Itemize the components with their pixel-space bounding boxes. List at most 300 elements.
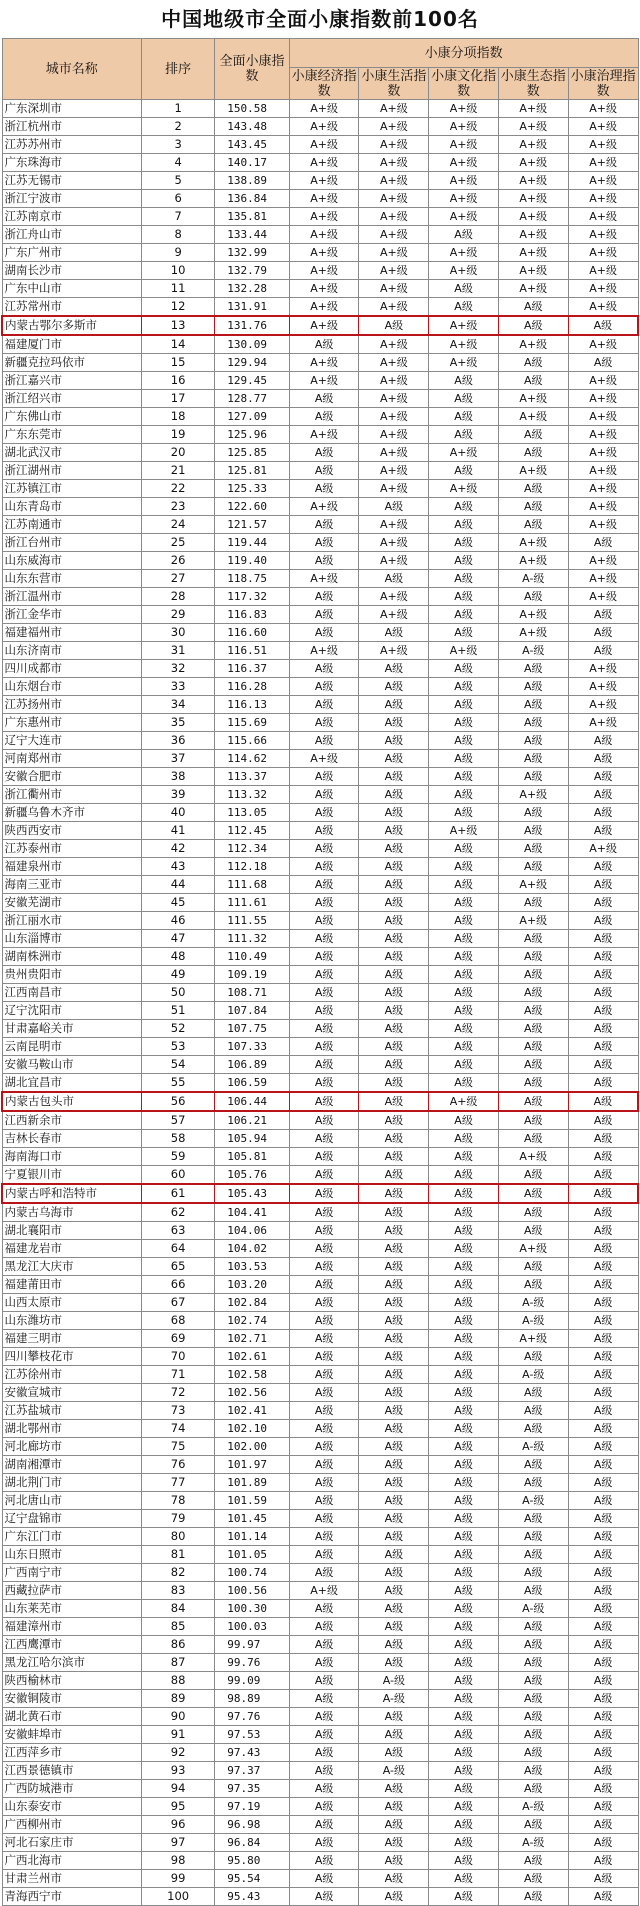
grade-cell: A级 <box>568 1618 638 1636</box>
grade-cell: A+级 <box>429 316 499 335</box>
grade-cell: A级 <box>498 516 568 534</box>
rank-cell: 95 <box>141 1798 214 1816</box>
grade-cell: A级 <box>289 1258 359 1276</box>
grade-cell: A级 <box>359 984 429 1002</box>
grade-cell: A级 <box>498 840 568 858</box>
table-row <box>2 894 638 912</box>
city-cell: 安徽宣城市 <box>2 1384 141 1402</box>
grade-cell: A级 <box>568 1111 638 1130</box>
grade-cell: A级 <box>359 1474 429 1492</box>
grade-cell: A级 <box>568 858 638 876</box>
grade-cell: A级 <box>359 1203 429 1222</box>
city-cell: 青海西宁市 <box>2 1888 141 1906</box>
grade-cell: A级 <box>359 966 429 984</box>
table-row <box>2 444 638 462</box>
grade-cell: A级 <box>289 1130 359 1148</box>
grade-cell: A级 <box>289 1528 359 1546</box>
grade-cell: A+级 <box>568 570 638 588</box>
table-row <box>2 1258 638 1276</box>
grade-cell: A级 <box>429 1474 499 1492</box>
grade-cell: A+级 <box>429 154 499 172</box>
score-cell: 127.09 <box>215 408 289 426</box>
grade-cell: A+级 <box>429 354 499 372</box>
grade-cell: A级 <box>359 1798 429 1816</box>
city-cell: 山东日照市 <box>2 1546 141 1564</box>
score-cell: 105.43 <box>215 1184 289 1203</box>
table-row <box>2 498 638 516</box>
score-cell: 97.37 <box>215 1762 289 1780</box>
grade-cell: A级 <box>498 1852 568 1870</box>
grade-cell: A+级 <box>498 462 568 480</box>
city-cell: 江西景德镇市 <box>2 1762 141 1780</box>
score-cell: 105.94 <box>215 1130 289 1148</box>
city-cell: 辽宁盘锦市 <box>2 1510 141 1528</box>
grade-cell: A级 <box>568 966 638 984</box>
table-row <box>2 1636 638 1654</box>
rank-cell: 12 <box>141 298 214 317</box>
rank-cell: 6 <box>141 190 214 208</box>
grade-cell: A级 <box>429 1762 499 1780</box>
grade-cell: A级 <box>568 1834 638 1852</box>
grade-cell: A级 <box>359 1618 429 1636</box>
grade-cell: A+级 <box>359 154 429 172</box>
header-city: 城市名称 <box>2 39 141 100</box>
grade-cell: A级 <box>498 1618 568 1636</box>
grade-cell: A级 <box>289 696 359 714</box>
grade-cell: A级 <box>429 1726 499 1744</box>
grade-cell: A级 <box>289 804 359 822</box>
table-row <box>2 172 638 190</box>
grade-cell: A级 <box>289 1276 359 1294</box>
city-cell: 山东泰安市 <box>2 1798 141 1816</box>
grade-cell: A+级 <box>568 172 638 190</box>
rank-cell: 13 <box>141 316 214 335</box>
grade-cell: A级 <box>289 1294 359 1312</box>
grade-cell: A级 <box>568 1092 638 1111</box>
score-cell: 97.76 <box>215 1708 289 1726</box>
grade-cell: A级 <box>568 1222 638 1240</box>
city-cell: 河北唐山市 <box>2 1492 141 1510</box>
city-cell: 贵州贵阳市 <box>2 966 141 984</box>
grade-cell: A级 <box>429 858 499 876</box>
score-cell: 135.81 <box>215 208 289 226</box>
table-row <box>2 552 638 570</box>
grade-cell: A级 <box>429 426 499 444</box>
grade-cell: A级 <box>498 678 568 696</box>
city-cell: 安徽合肥市 <box>2 768 141 786</box>
city-cell: 西藏拉萨市 <box>2 1582 141 1600</box>
grade-cell: A级 <box>359 1492 429 1510</box>
table-row <box>2 1888 638 1906</box>
grade-cell: A级 <box>429 768 499 786</box>
table-row <box>2 244 638 262</box>
grade-cell: A级 <box>498 1744 568 1762</box>
table-row <box>2 1038 638 1056</box>
grade-cell: A级 <box>359 1510 429 1528</box>
grade-cell: A级 <box>289 1222 359 1240</box>
city-cell: 福建莆田市 <box>2 1276 141 1294</box>
rank-cell: 74 <box>141 1420 214 1438</box>
city-cell: 甘肃兰州市 <box>2 1870 141 1888</box>
grade-cell: A级 <box>429 1780 499 1798</box>
score-cell: 100.74 <box>215 1564 289 1582</box>
score-cell: 96.98 <box>215 1816 289 1834</box>
grade-cell: A级 <box>498 822 568 840</box>
grade-cell: A级 <box>568 732 638 750</box>
city-cell: 江苏徐州市 <box>2 1366 141 1384</box>
grade-cell: A+级 <box>359 354 429 372</box>
grade-cell: A-级 <box>359 1762 429 1780</box>
grade-cell: A级 <box>359 1020 429 1038</box>
grade-cell: A+级 <box>359 136 429 154</box>
grade-cell: A+级 <box>359 390 429 408</box>
grade-cell: A级 <box>429 1366 499 1384</box>
grade-cell: A-级 <box>498 570 568 588</box>
grade-cell: A+级 <box>429 642 499 660</box>
grade-cell: A+级 <box>429 208 499 226</box>
grade-cell: A级 <box>289 1636 359 1654</box>
grade-cell: A级 <box>359 660 429 678</box>
grade-cell: A级 <box>289 1654 359 1672</box>
grade-cell: A级 <box>568 606 638 624</box>
grade-cell: A级 <box>568 1148 638 1166</box>
grade-cell: A+级 <box>568 298 638 317</box>
grade-cell: A级 <box>498 444 568 462</box>
grade-cell: A级 <box>289 1780 359 1798</box>
table-row <box>2 1294 638 1312</box>
score-cell: 132.79 <box>215 262 289 280</box>
grade-cell: A级 <box>429 966 499 984</box>
table-row <box>2 262 638 280</box>
rank-cell: 81 <box>141 1546 214 1564</box>
grade-cell: A级 <box>568 1038 638 1056</box>
grade-cell: A+级 <box>568 226 638 244</box>
grade-cell: A级 <box>289 1564 359 1582</box>
grade-cell: A级 <box>498 1074 568 1093</box>
rank-cell: 48 <box>141 948 214 966</box>
grade-cell: A级 <box>498 1276 568 1294</box>
grade-cell: A级 <box>429 1744 499 1762</box>
rank-cell: 45 <box>141 894 214 912</box>
score-cell: 112.34 <box>215 840 289 858</box>
grade-cell: A+级 <box>568 408 638 426</box>
grade-cell: A级 <box>359 1276 429 1294</box>
table-row <box>2 1870 638 1888</box>
grade-cell: A级 <box>429 298 499 317</box>
table-row <box>2 1780 638 1798</box>
grade-cell: A级 <box>359 1816 429 1834</box>
grade-cell: A级 <box>359 786 429 804</box>
grade-cell: A级 <box>568 1258 638 1276</box>
score-cell: 132.99 <box>215 244 289 262</box>
grade-cell: A+级 <box>498 335 568 354</box>
rank-cell: 55 <box>141 1074 214 1093</box>
score-cell: 102.71 <box>215 1330 289 1348</box>
grade-cell: A级 <box>429 912 499 930</box>
header-overall: 全面小康指数 <box>215 39 289 100</box>
grade-cell: A级 <box>568 1130 638 1148</box>
grade-cell: A级 <box>429 226 499 244</box>
table-row <box>2 516 638 534</box>
grade-cell: A级 <box>289 624 359 642</box>
grade-cell: A级 <box>289 1111 359 1130</box>
grade-cell: A级 <box>429 1708 499 1726</box>
grade-cell: A级 <box>359 1294 429 1312</box>
table-row <box>2 570 638 588</box>
grade-cell: A级 <box>429 1074 499 1093</box>
grade-cell: A级 <box>568 1330 638 1348</box>
grade-cell: A级 <box>568 1474 638 1492</box>
grade-cell: A级 <box>429 1618 499 1636</box>
city-cell: 浙江舟山市 <box>2 226 141 244</box>
grade-cell: A级 <box>568 768 638 786</box>
table-row <box>2 1402 638 1420</box>
grade-cell: A级 <box>359 678 429 696</box>
table-row <box>2 966 638 984</box>
table-row <box>2 1312 638 1330</box>
city-cell: 湖北襄阳市 <box>2 1222 141 1240</box>
grade-cell: A级 <box>498 426 568 444</box>
city-cell: 浙江衢州市 <box>2 786 141 804</box>
score-cell: 125.96 <box>215 426 289 444</box>
table-row <box>2 1366 638 1384</box>
grade-cell: A级 <box>359 732 429 750</box>
grade-cell: A级 <box>568 624 638 642</box>
grade-cell: A+级 <box>359 426 429 444</box>
score-cell: 122.60 <box>215 498 289 516</box>
grade-cell: A级 <box>429 840 499 858</box>
score-cell: 97.35 <box>215 1780 289 1798</box>
grade-cell: A级 <box>289 1618 359 1636</box>
score-cell: 102.10 <box>215 1420 289 1438</box>
city-cell: 湖南株洲市 <box>2 948 141 966</box>
table-row <box>2 786 638 804</box>
grade-cell: A级 <box>359 1726 429 1744</box>
grade-cell: A+级 <box>429 172 499 190</box>
grade-cell: A级 <box>429 1420 499 1438</box>
grade-cell: A级 <box>498 966 568 984</box>
grade-cell: A级 <box>568 1492 638 1510</box>
rank-cell: 79 <box>141 1510 214 1528</box>
score-cell: 101.97 <box>215 1456 289 1474</box>
grade-cell: A级 <box>289 408 359 426</box>
city-cell: 山东济南市 <box>2 642 141 660</box>
score-cell: 131.91 <box>215 298 289 317</box>
grade-cell: A级 <box>498 1546 568 1564</box>
city-cell: 浙江丽水市 <box>2 912 141 930</box>
grade-cell: A+级 <box>498 190 568 208</box>
city-cell: 新疆克拉玛依市 <box>2 354 141 372</box>
grade-cell: A级 <box>498 1258 568 1276</box>
grade-cell: A级 <box>289 1092 359 1111</box>
rank-cell: 64 <box>141 1240 214 1258</box>
city-cell: 湖北黄石市 <box>2 1708 141 1726</box>
grade-cell: A级 <box>429 1203 499 1222</box>
score-cell: 102.58 <box>215 1366 289 1384</box>
grade-cell: A+级 <box>359 642 429 660</box>
grade-cell: A级 <box>429 696 499 714</box>
grade-cell: A级 <box>289 1438 359 1456</box>
grade-cell: A级 <box>359 1564 429 1582</box>
table-row <box>2 1020 638 1038</box>
grade-cell: A级 <box>359 1546 429 1564</box>
grade-cell: A级 <box>289 1852 359 1870</box>
grade-cell: A级 <box>429 1870 499 1888</box>
grade-cell: A级 <box>429 1510 499 1528</box>
table-row <box>2 1184 638 1203</box>
city-cell: 山东莱芜市 <box>2 1600 141 1618</box>
rank-cell: 23 <box>141 498 214 516</box>
table-row <box>2 1420 638 1438</box>
grade-cell: A级 <box>498 804 568 822</box>
grade-cell: A级 <box>359 1038 429 1056</box>
grade-cell: A级 <box>568 354 638 372</box>
grade-cell: A级 <box>568 1166 638 1185</box>
grade-cell: A级 <box>359 1330 429 1348</box>
table-row <box>2 335 638 354</box>
grade-cell: A级 <box>498 354 568 372</box>
grade-cell: A级 <box>568 1528 638 1546</box>
grade-cell: A级 <box>429 606 499 624</box>
score-cell: 95.43 <box>215 1888 289 1906</box>
rank-cell: 37 <box>141 750 214 768</box>
rank-cell: 68 <box>141 1312 214 1330</box>
rank-cell: 90 <box>141 1708 214 1726</box>
header-culture: 小康文化指数 <box>429 68 499 100</box>
city-cell: 安徽铜陵市 <box>2 1690 141 1708</box>
rank-cell: 52 <box>141 1020 214 1038</box>
table-row <box>2 1203 638 1222</box>
table-row <box>2 1130 638 1148</box>
grade-cell: A级 <box>498 1888 568 1906</box>
grade-cell: A级 <box>429 1348 499 1366</box>
score-cell: 99.09 <box>215 1672 289 1690</box>
grade-cell: A级 <box>429 786 499 804</box>
grade-cell: A级 <box>289 1708 359 1726</box>
table-row <box>2 480 638 498</box>
grade-cell: A级 <box>568 1672 638 1690</box>
score-cell: 116.37 <box>215 660 289 678</box>
table-row <box>2 1654 638 1672</box>
grade-cell: A+级 <box>498 606 568 624</box>
city-cell: 广东中山市 <box>2 280 141 298</box>
city-cell: 山西太原市 <box>2 1294 141 1312</box>
grade-cell: A+级 <box>359 534 429 552</box>
rank-cell: 73 <box>141 1402 214 1420</box>
rank-cell: 8 <box>141 226 214 244</box>
grade-cell: A级 <box>429 1258 499 1276</box>
grade-cell: A级 <box>568 1294 638 1312</box>
score-cell: 100.03 <box>215 1618 289 1636</box>
city-cell: 广东江门市 <box>2 1528 141 1546</box>
table-row <box>2 768 638 786</box>
grade-cell: A+级 <box>429 118 499 136</box>
city-cell: 安徽芜湖市 <box>2 894 141 912</box>
grade-cell: A级 <box>568 1870 638 1888</box>
score-cell: 104.06 <box>215 1222 289 1240</box>
grade-cell: A级 <box>359 696 429 714</box>
grade-cell: A级 <box>498 1130 568 1148</box>
grade-cell: A+级 <box>289 642 359 660</box>
grade-cell: A-级 <box>498 1600 568 1618</box>
grade-cell: A级 <box>568 1510 638 1528</box>
grade-cell: A-级 <box>498 1834 568 1852</box>
grade-cell: A+级 <box>568 244 638 262</box>
rank-cell: 2 <box>141 118 214 136</box>
score-cell: 99.76 <box>215 1654 289 1672</box>
grade-cell: A+级 <box>498 208 568 226</box>
grade-cell: A+级 <box>289 190 359 208</box>
table-row <box>2 208 638 226</box>
grade-cell: A级 <box>498 1816 568 1834</box>
rank-cell: 61 <box>141 1184 214 1203</box>
rank-cell: 20 <box>141 444 214 462</box>
rank-cell: 66 <box>141 1276 214 1294</box>
grade-cell: A级 <box>359 1184 429 1203</box>
grade-cell: A级 <box>289 1203 359 1222</box>
score-cell: 105.76 <box>215 1166 289 1185</box>
grade-cell: A+级 <box>498 390 568 408</box>
rank-cell: 85 <box>141 1618 214 1636</box>
grade-cell: A+级 <box>498 624 568 642</box>
grade-cell: A级 <box>429 1330 499 1348</box>
grade-cell: A级 <box>289 984 359 1002</box>
grade-cell: A级 <box>359 1384 429 1402</box>
grade-cell: A+级 <box>498 534 568 552</box>
grade-cell: A+级 <box>359 372 429 390</box>
city-cell: 内蒙古乌海市 <box>2 1203 141 1222</box>
grade-cell: A级 <box>568 930 638 948</box>
grade-cell: A-级 <box>359 1690 429 1708</box>
score-cell: 100.30 <box>215 1600 289 1618</box>
rank-cell: 27 <box>141 570 214 588</box>
rank-cell: 63 <box>141 1222 214 1240</box>
grade-cell: A+级 <box>498 154 568 172</box>
city-cell: 海南海口市 <box>2 1148 141 1166</box>
grade-cell: A级 <box>359 1744 429 1762</box>
grade-cell: A级 <box>429 588 499 606</box>
rank-cell: 71 <box>141 1366 214 1384</box>
rank-cell: 18 <box>141 408 214 426</box>
grade-cell: A级 <box>498 1384 568 1402</box>
table-row <box>2 804 638 822</box>
table-row <box>2 876 638 894</box>
grade-cell: A级 <box>498 948 568 966</box>
grade-cell: A级 <box>289 1330 359 1348</box>
rank-cell: 99 <box>141 1870 214 1888</box>
grade-cell: A+级 <box>289 100 359 118</box>
grade-cell: A级 <box>289 678 359 696</box>
grade-cell: A+级 <box>498 280 568 298</box>
grade-cell: A-级 <box>498 1366 568 1384</box>
grade-cell: A级 <box>289 948 359 966</box>
table-row <box>2 732 638 750</box>
rank-cell: 67 <box>141 1294 214 1312</box>
grade-cell: A级 <box>429 1056 499 1074</box>
city-cell: 湖北鄂州市 <box>2 1420 141 1438</box>
grade-cell: A级 <box>289 1726 359 1744</box>
grade-cell: A级 <box>429 1546 499 1564</box>
city-cell: 广西南宁市 <box>2 1564 141 1582</box>
grade-cell: A级 <box>289 1762 359 1780</box>
score-cell: 136.84 <box>215 190 289 208</box>
grade-cell: A级 <box>498 1582 568 1600</box>
score-cell: 128.77 <box>215 390 289 408</box>
score-cell: 110.49 <box>215 948 289 966</box>
grade-cell: A级 <box>568 1384 638 1402</box>
city-cell: 山东烟台市 <box>2 678 141 696</box>
rank-cell: 40 <box>141 804 214 822</box>
